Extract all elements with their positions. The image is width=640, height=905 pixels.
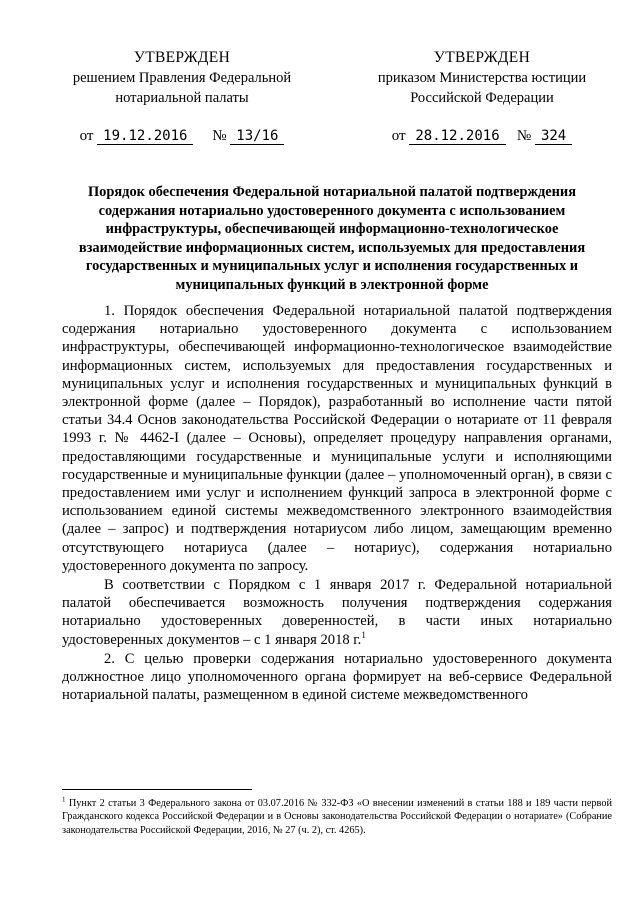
right-approval-date: 28.12.2016 bbox=[409, 128, 505, 145]
right-approval-block bbox=[362, 48, 602, 146]
right-approval-line1: приказом Министерства юстиции bbox=[377, 70, 587, 86]
footnote bbox=[62, 797, 612, 837]
left-approval-number: 13/16 bbox=[230, 128, 284, 145]
footnote-separator bbox=[62, 789, 252, 790]
paragraph-2-text: В соответствии с Порядком с 1 января 2017 г. Федеральной нотариальной палатой обеспечивается возможность получения подтверждения содержания нотариально удостоверенных доверенностей, в части иных нотариально удостоверенных документов – с 1 января 2018 г. bbox=[62, 577, 612, 648]
right-date-prefix: от bbox=[391, 128, 406, 144]
paragraph-3: 2. С целью проверки содержания нотариально удостоверенного документа должностное лицо уполномоченного органа формирует на веб-сервисе Федеральной нотариальной палаты, размещенном в единой системе межведомственного bbox=[62, 650, 612, 704]
paragraph-2 bbox=[62, 576, 612, 649]
document-title: Порядок обеспечения Федеральной нотариальной палатой подтверждения содержания нотариально удостоверенного документа с использованием инфраструктуры, обеспечивающей информационно-технологическое взаимодействие информационных систем, используемых для предоставления государственных и муниципальных услуг и исполнения государственных и муниципальных функций в электронной форме bbox=[78, 184, 586, 293]
left-approval-line2: нотариальной палаты bbox=[115, 90, 249, 106]
left-date-prefix: от bbox=[79, 128, 94, 144]
footnote-mark: 1 bbox=[62, 795, 66, 804]
right-approval-heading: УТВЕРЖДЕН bbox=[433, 49, 531, 66]
paragraph-1: 1. Порядок обеспечения Федеральной нотариальной палатой подтверждения содержания нотариально удостоверенного документа с использованием инфраструктуры, обеспечивающей информационно-технологическое взаимодействие информационных систем, используемых для предоставления государственных и муниципальных услуг и исполнения государственных и муниципальных функций в электронной форме (далее – Порядок), разработанный во исполнение части пятой статьи 34.4 Основ законодательства Российской Федерации о нотариате от 11 февраля 1993 г. № 4462-I (далее – Основы), определяет процедуру направления органами, предоставляющими государственные и муниципальные услуги и исполняющими государственные и муниципальные функции (далее – уполномоченный орган), в связи с предоставлением ими услуг и исполнением функций запроса в электронной форме с использованием единой системы межведомственного электронного взаимодействия (далее – запрос) и подтверждения нотариусом либо лицом, замещающим временно отсутствующего нотариуса (далее – нотариус), содержания нотариально удостоверенного документа по запросу. bbox=[62, 303, 612, 574]
right-approval-line2: Российской Федерации bbox=[410, 90, 554, 106]
left-approval-line1: решением Правления Федеральной bbox=[72, 70, 292, 86]
left-approval-number-line bbox=[52, 126, 312, 146]
right-approval-number: 324 bbox=[535, 128, 572, 145]
footnote-ref[interactable]: 1 bbox=[361, 629, 366, 640]
left-approval-block bbox=[52, 48, 312, 146]
right-num-prefix: № bbox=[516, 128, 532, 144]
left-num-prefix: № bbox=[212, 128, 227, 144]
left-approval-date: 19.12.2016 bbox=[97, 128, 193, 145]
document-body bbox=[62, 302, 612, 704]
right-approval-number-line bbox=[362, 126, 602, 146]
left-approval-heading: УТВЕРЖДЕН bbox=[133, 49, 231, 66]
footnote-text: Пункт 2 статьи 3 Федерального закона от 03.07.2016 № 332-ФЗ «О внесении изменений в статьи 188 и 189 части первой Гражданского кодекса Российской Федерации и в Основы законодательства Российской Федерации о нотариате» (Собрание законодательства Российской Федерации, 2016, № 27 (ч. 2), ст. 4265). bbox=[62, 798, 613, 836]
